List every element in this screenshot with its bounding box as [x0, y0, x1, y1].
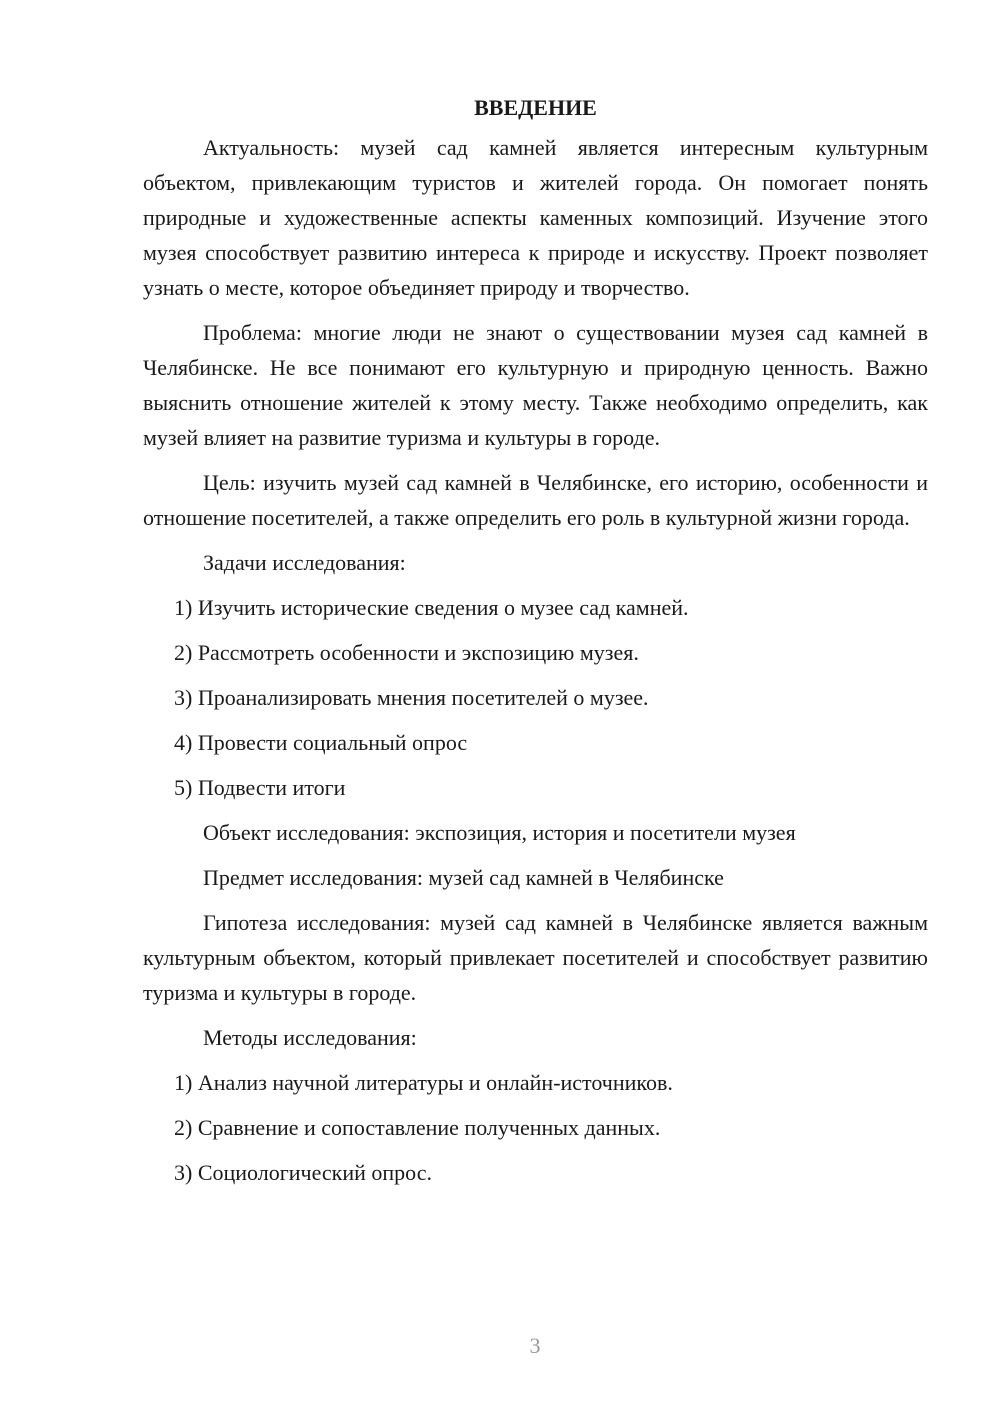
- hypothesis-paragraph: Гипотеза исследования: музей сад камней в Челябинске является важным культурным объектом, который привлекает посетителей и способствует развитию туризма и культуры в городе.: [143, 910, 928, 1005]
- research-subject: Предмет исследования: музей сад камней в Челябинске: [203, 865, 724, 890]
- method-item: 2) Сравнение и сопоставление полученных данных.: [174, 1115, 661, 1140]
- task-item: 2) Рассмотреть особенности и экспозицию музея.: [174, 640, 639, 665]
- relevance-paragraph: Актуальность: музей сад камней является интересным культурным объектом, привлекающим туристов и жителей города. Он помогает понять природные и художественные аспекты каменных композиций. Изучение этого музея способствует развитию интереса к природе и искусству. Проект позволяет узнать о месте, которое объединяет природу и творчество.: [143, 135, 928, 300]
- method-item: 3) Социологический опрос.: [174, 1160, 432, 1185]
- task-item: 1) Изучить исторические сведения о музее сад камней.: [174, 595, 689, 620]
- tasks-heading: Задачи исследования:: [203, 550, 406, 575]
- problem-paragraph: Проблема: многие люди не знают о существовании музея сад камней в Челябинске. Не все понимают его культурную и природную ценность. Важно выяснить отношение жителей к этому месту. Также необходимо определить, как музей влияет на развитие туризма и культуры в городе.: [143, 320, 928, 450]
- methods-heading: Методы исследования:: [203, 1025, 417, 1050]
- research-object: Объект исследования: экспозиция, история и посетители музея: [203, 820, 796, 845]
- goal-paragraph: Цель: изучить музей сад камней в Челябинске, его историю, особенности и отношение посетителей, а также определить его роль в культурной жизни города.: [143, 470, 928, 530]
- task-item: 5) Подвести итоги: [174, 775, 346, 800]
- document-page: [143, 90, 928, 1200]
- section-title: ВВЕДЕНИЕ: [474, 95, 597, 120]
- method-item: 1) Анализ научной литературы и онлайн-источников.: [174, 1070, 673, 1095]
- task-item: 4) Провести социальный опрос: [174, 730, 468, 755]
- task-item: 3) Проанализировать мнения посетителей о музее.: [174, 685, 649, 710]
- page-number: 3: [529, 1333, 541, 1358]
